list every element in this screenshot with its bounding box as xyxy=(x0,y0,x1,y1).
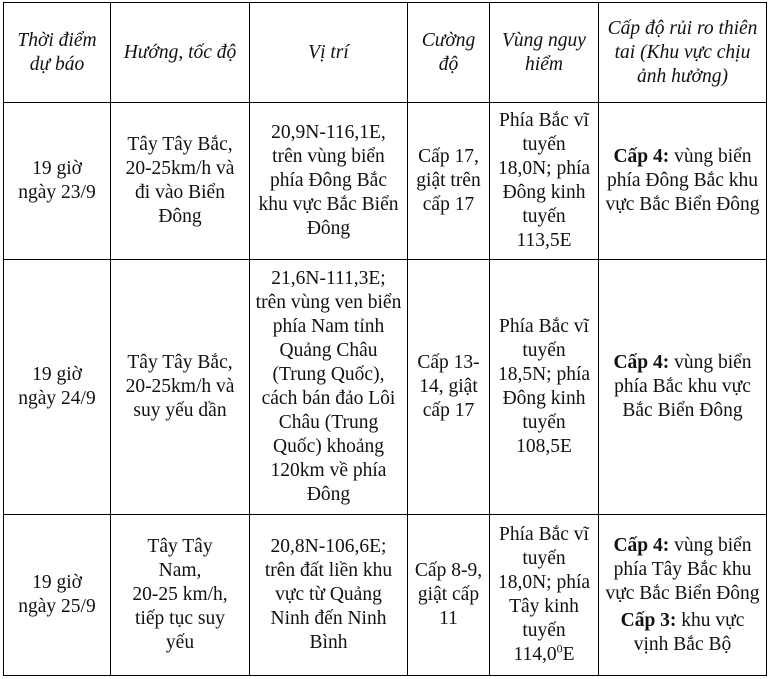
cell-direction: Tây Tây Bắc, 20-25km/h và suy yếu dần xyxy=(111,260,250,515)
cell-danger-zone: Phía Bắc vĩ tuyến 18,5N; phía Đông kinh tuyến 108,5E xyxy=(490,260,599,515)
risk-level-label: Cấp 4: xyxy=(613,352,670,373)
cell-risk-level xyxy=(599,515,767,676)
time-date: ngày 25/9 xyxy=(18,596,96,617)
risk-entry xyxy=(604,534,761,606)
time-date: ngày 23/9 xyxy=(18,182,96,203)
header-intensity: Cường độ xyxy=(408,3,490,103)
risk-entry xyxy=(604,145,761,217)
direction-line: Tây Tây xyxy=(147,536,213,557)
risk-area: khu vực vịnh Bắc Bộ xyxy=(633,609,745,655)
danger-zone-text: Phía Bắc vĩ tuyến 18,0N; phía Tây kinh tuyến xyxy=(497,524,591,641)
cell-risk-level xyxy=(599,103,767,260)
cell-danger-zone: Phía Bắc vĩ tuyến 18,0N; phía Đông kinh tuyến 113,5E xyxy=(490,103,599,260)
header-direction: Hướng, tốc độ xyxy=(111,3,250,103)
direction-line: Nam, xyxy=(158,560,202,581)
table-row xyxy=(4,103,767,260)
table-row xyxy=(4,515,767,676)
risk-entry xyxy=(604,609,761,657)
cell-intensity: Cấp 8-9, giật cấp 11 xyxy=(408,515,490,676)
risk-level-label: Cấp 4: xyxy=(613,146,670,167)
cell-direction xyxy=(111,515,250,676)
time-hour: 19 giờ xyxy=(32,158,82,179)
direction-line: tiếp tục suy xyxy=(135,608,225,629)
cell-intensity: Cấp 17, giật trên cấp 17 xyxy=(408,103,490,260)
direction-line: yếu xyxy=(165,632,195,653)
header-row xyxy=(4,3,767,103)
risk-entry xyxy=(604,351,761,423)
cell-position: 21,6N-111,3E; trên vùng ven biển phía Nam tỉnh Quảng Châu (Trung Quốc), cách bán đảo Lôi Châu (Trung Quốc) khoảng 120km về phía Đông xyxy=(250,260,408,515)
header-position: Vị trí xyxy=(250,3,408,103)
forecast-table xyxy=(3,2,767,676)
risk-area: vùng biển phía Đông Bắc khu vực Bắc Biển Đông xyxy=(605,146,760,215)
risk-level-label: Cấp 3: xyxy=(620,609,677,631)
cell-position: 20,8N-106,6E; trên đất liền khu vực từ Quảng Ninh đến Ninh Bình xyxy=(250,515,408,676)
table-row xyxy=(4,260,767,515)
risk-level-label: Cấp 4: xyxy=(613,534,670,556)
cell-position: 20,9N-116,1E, trên vùng biển phía Đông Bắc khu vực Bắc Biển Đông xyxy=(250,103,408,260)
coordinate-unit: E xyxy=(562,644,575,665)
header-danger-zone: Vùng nguy hiểm xyxy=(490,3,599,103)
cell-time xyxy=(4,260,111,515)
cell-time xyxy=(4,103,111,260)
risk-area: vùng biển phía Tây Bắc khu vực Bắc Biển Đông xyxy=(605,534,760,604)
cell-danger-zone xyxy=(490,515,599,676)
time-hour: 19 giờ xyxy=(32,364,82,385)
direction-line: 20-25 km/h, xyxy=(132,584,228,605)
cell-direction: Tây Tây Bắc, 20-25km/h và đi vào Biển Đông xyxy=(111,103,250,260)
header-time: Thời điểm dự báo xyxy=(4,3,111,103)
time-date: ngày 24/9 xyxy=(18,388,96,409)
danger-zone-coordinate xyxy=(495,643,593,667)
header-risk-level: Cấp độ rủi ro thiên tai (Khu vực chịu ảnh hưởng) xyxy=(599,3,767,103)
coordinate-value: 114,0 xyxy=(513,644,557,665)
risk-area: vùng biển phía Bắc khu vực Bắc Biển Đông xyxy=(614,352,752,421)
cell-time xyxy=(4,515,111,676)
cell-intensity: Cấp 13-14, giật cấp 17 xyxy=(408,260,490,515)
time-hour: 19 giờ xyxy=(32,572,82,593)
degree-superscript: 0 xyxy=(556,641,563,656)
cell-risk-level xyxy=(599,260,767,515)
